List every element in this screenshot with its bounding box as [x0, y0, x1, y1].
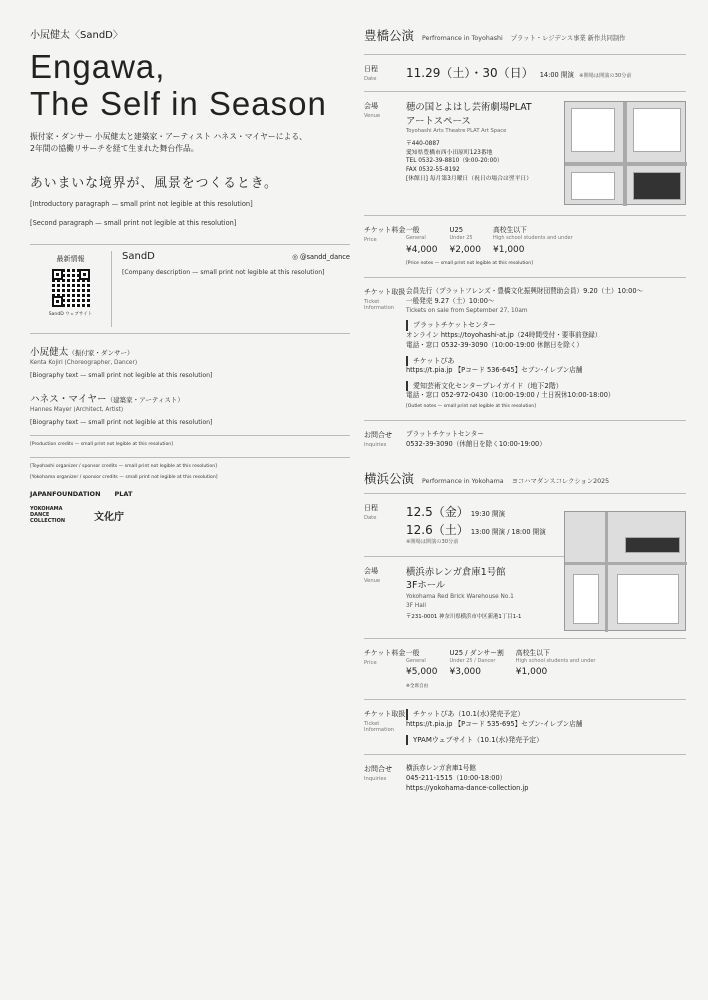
toyohashi-heading: 豊橋公演 Perfromance in Toyohashi プラット・レジデンス事業 新作共同制作: [364, 28, 626, 43]
bio-mayer-text: [Biography text — small print not legible at this resolution]: [30, 418, 213, 426]
toyohashi-date: 11.29（土）・30（日）: [406, 66, 534, 80]
outlet-pia: チケットぴあ: [406, 356, 686, 367]
yokohama-heading: 横浜公演 Performance in Yokohama ヨコハマダンスコレクション2025: [364, 470, 610, 486]
bio-kojiri-text: [Biography text — small print not legible at this resolution]: [30, 371, 213, 379]
instagram-icon: ◎: [292, 252, 298, 261]
sponsors-yokohama: [Yokohama organizer / sponsor credits — small print not legible at this resolution]: [30, 475, 218, 481]
toyohashi-price-u25: U25 Under 25 ¥2,000: [449, 226, 481, 255]
yokohama-outlet-pia: チケットぴあ（10.1(水)発売予定）: [406, 709, 686, 720]
bio-mayer-heading: ハネス・マイヤー（建築家・アーティスト）: [30, 393, 184, 405]
catchphrase: あいまいな境界が、風景をつくるとき。: [30, 175, 278, 191]
bio-kojiri-heading: 小㞍健太（振付家・ダンサー）: [30, 346, 134, 358]
yokohama-inquiry-url[interactable]: https://yokohama-dance-collection.jp: [406, 784, 529, 793]
sandd-desc-block: [112, 251, 350, 327]
toyohashi-price-student: 高校生以下 High school students and under ¥1,000: [493, 226, 573, 255]
yokohama-inquiry-row: お問合せ Inquiries 横浜赤レンガ倉庫1号館 045-211-1515（10:00-18:00） https://yokohama-dance-collection.jp: [364, 754, 686, 803]
right-column: [364, 26, 686, 803]
bunka-logo: 文化庁: [94, 511, 124, 523]
latest-info-label: 最新情報: [56, 254, 85, 263]
website-label: SandD ウェブサイト: [48, 311, 93, 317]
left-column: [30, 26, 350, 524]
japan-foundation-logo: JAPANFOUNDATION: [30, 490, 101, 499]
ydc-logo: YOKOHAMA DANCE COLLECTION: [30, 506, 66, 525]
yokohama-price-row: チケット料金 Price 一般 General ¥5,000 U25 / ダンサー割 Under 25 / Dancer ¥3,000 高校生以下 High school students and under ¥1,000 ※全席自由: [364, 638, 686, 700]
yokohama-venue-name: 横浜赤レンガ倉庫1号館: [406, 566, 506, 578]
logo-row-2: [30, 506, 350, 524]
outlet-plat: プラットチケットセンター: [406, 320, 686, 331]
yokohama-sales-row: チケット取扱 Ticket Information チケットぴあ（10.1(水)発売予定） https://t.pia.jp 【Pコード 535-695】セブン-イレブン店舗 YPAMウェブサイト（10.1(水)発売予定）: [364, 699, 686, 754]
toyohashi-date-row: 日程 Date 11.29（土）・30（日） 14:00 開演 ※開場は開演の30分前: [364, 54, 686, 91]
toyohashi-venue-name: 穂の国とよはし芸術劇場PLAT: [406, 102, 532, 113]
toyohashi-inquiry-row: お問合せ Inquiries プラットチケットセンター 0532-39-3090（休館日を除く10:00-19:00）: [364, 420, 686, 459]
qr-block: [30, 251, 112, 327]
sandd-description: [Company description — small print not legible at this resolution]: [122, 268, 325, 276]
toyohashi-sales-row: チケット取扱 Ticket Information 会員先行（プラットフレンズ・豊橋文化振興財団賛助会員）9.20（土）10:00～ 一般発売 9.27（土）10:00～ Tickets on sale from September 27, 10am プラットチケットセンター オンライン https://toyohashi-at.jp（24時間受付・要事前登録） 電話・窓口 0532-39-3090（10:00-19:00 休館日を除く） チケットぴあ https://t.pia.jp 【Pコード 536-645】セブン-イレブン店舗 愛知芸術文化センタープレイガイド（地下2階） 電話・窓口 052-972-0430（10:00-19:00 / 土日祝休10:00-18:00） [Outlet notes — small print not legible at this resolution]: [364, 277, 686, 420]
page-title: [30, 49, 350, 123]
sponsors-toyohashi: [Toyohashi organizer / sponsor credits — small print not legible at this resolution]: [30, 463, 217, 469]
outlet-aichi: 愛知芸術文化センタープレイガイド（地下2階）: [406, 381, 686, 392]
sandd-title: SandD: [122, 250, 155, 262]
sandd-info-box: [30, 244, 350, 334]
title-line-2: The Self in Season: [30, 84, 327, 122]
credits: [Production credits — small print not legible at this resolution]: [30, 442, 173, 448]
outlet-pia-link[interactable]: https://t.pia.jp 【Pコード 536-645】セブン-イレブン店舗: [406, 366, 583, 375]
logo-row: [30, 490, 350, 498]
toyohashi-venue-row: 会場 Venue 穂の国とよはし芸術劇場PLAT アートスペース Toyohashi Arts Theatre PLAT Art Space 〒440-0887 愛知県豊橋市西小田原町123番地 TEL 0532-39-8810（9:00-20:00） FAX 0532-55-8192 [休館日] 毎月第3月曜日（祝日の場合は翌平日）: [364, 91, 686, 215]
outlet-plat-online[interactable]: オンライン https://toyohashi-at.jp（24時間受付・要事前登録）: [406, 330, 602, 339]
bio-mayer-en: Hannes Mayer (Architect, Artist): [30, 406, 124, 413]
yokohama-map: [564, 511, 686, 631]
title-line-1: Engawa,: [30, 48, 166, 85]
toyohashi-price-general: 一般 General ¥4,000: [406, 226, 438, 255]
plat-logo: PLAT: [114, 490, 133, 499]
instagram-handle[interactable]: ◎ @sandd_dance: [292, 252, 350, 261]
intro-paragraph-2: [Second paragraph — small print not legible at this resolution]: [30, 219, 237, 228]
lead-line-1: 振付家・ダンサー 小㞍健太と建築家・アーティスト ハネス・マイヤーによる、: [30, 131, 307, 141]
lead-line-2: 2年間の協働リサーチを経て生まれた舞台作品。: [30, 144, 199, 154]
yokohama-outlet-pia-link[interactable]: https://t.pia.jp 【Pコード 535-695】セブン-イレブン店舗: [406, 719, 583, 728]
toyohashi-map: [564, 101, 686, 205]
yokohama-venue-row: 会場 Venue 横浜赤レンガ倉庫1号館 3Fホール Yokohama Red Brick Warehouse No.1 3F Hall 〒231-0001 神奈川県横浜市中区新港1丁目1-1: [364, 556, 686, 638]
yokohama-outlet-ypam[interactable]: YPAMウェブサイト（10.1(水)発売予定）: [406, 735, 686, 746]
lead-text: [30, 131, 350, 156]
toyohashi-price-row: チケット料金 Price 一般 General ¥4,000 U25 Under 25 ¥2,000 高校生以下 High school students and under ¥1,000 [Price notes — small print not legible at this resolution]: [364, 215, 686, 277]
yokohama-price-student: 高校生以下 High school students and under ¥1,000: [515, 648, 596, 678]
yokohama-price-general: 一般 General ¥5,000: [406, 648, 438, 678]
artist-line: 小㞍健太〈SandD〉: [30, 30, 123, 41]
yokohama-date-row: 日程 Date 12.5（金） 19:30 開演 12.6（土） 13:00 開演 / 18:00 開演 ※開場は開演の30分前: [364, 493, 686, 556]
yokohama-price-u25: U25 / ダンサー割 Under 25 / Dancer ¥3,000: [449, 648, 504, 678]
qr-code-icon[interactable]: [52, 269, 90, 307]
intro-paragraph-1: [Introductory paragraph — small print not legible at this resolution]: [30, 199, 253, 208]
bio-kojiri-en: Kenta Kojiri (Choreographer, Dancer): [30, 359, 138, 366]
